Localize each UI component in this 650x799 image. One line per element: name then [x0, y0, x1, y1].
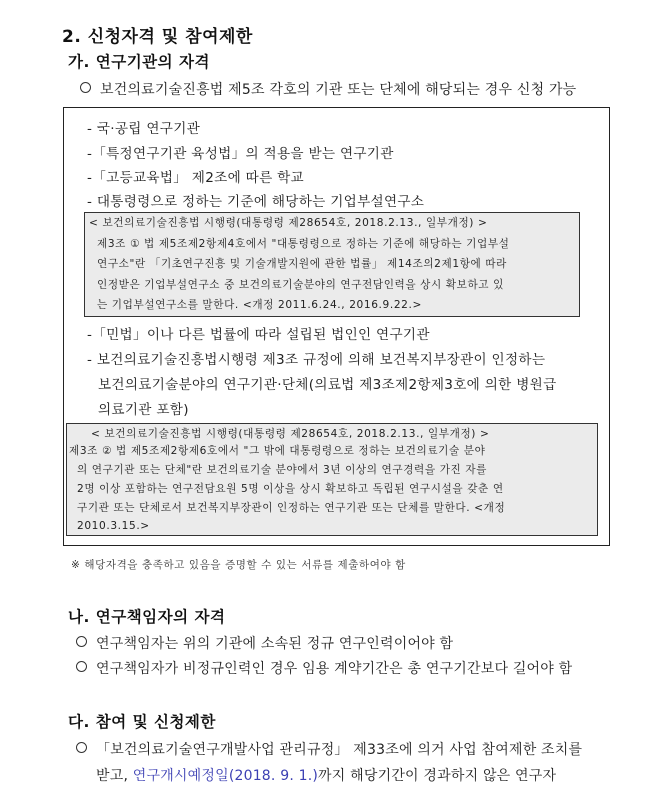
- bullet-text: 받고,: [96, 768, 133, 784]
- decree-header: < 보건의료기술진흥법 시행령(대통령령 제28654호, 2018.2.13., 일부개정) >: [91, 428, 490, 440]
- list-item-continuation: 보건의료기술분야의 연구기관·단체(의료법 제3조제2항제3호에 의한 병원급: [98, 377, 557, 393]
- highlighted-start-date: 연구개시예정일(2018. 9. 1.): [132, 768, 319, 784]
- list-item: -「민법」이나 다른 법률에 따라 설립된 법인인 연구기관: [87, 327, 430, 343]
- section-title: 2. 신청자격 및 참여제한: [62, 27, 253, 47]
- circle-bullet-icon: [80, 82, 91, 93]
- circle-bullet-icon: [76, 742, 87, 753]
- subsection-c-bullet: [76, 739, 582, 759]
- documents-note: ※ 해당자격을 충족하고 있음을 증명할 수 있는 서류를 제출하여야 함: [71, 559, 406, 571]
- bullet-text: 연구책임자는 위의 기관에 소속된 정규 연구인력이어야 함: [96, 636, 454, 652]
- decree-line: 2010.3.15.>: [77, 520, 150, 532]
- decree-line: 구기관 또는 단체로서 보건복지부장관이 인정하는 연구기관 또는 단체를 말한다. <개정: [77, 502, 506, 514]
- circle-bullet-icon: [76, 636, 87, 647]
- subsection-b-bullet: [76, 658, 572, 678]
- decree-line: 의 연구기관 또는 단체"란 보건의료기술 분야에서 3년 이상의 연구경력을 가진 자를: [77, 464, 487, 476]
- subsection-a-title: 가. 연구기관의 자격: [68, 53, 210, 71]
- subsection-a-bullet: [80, 79, 576, 99]
- list-item: - 대통령령으로 정하는 기준에 해당하는 기업부설연구소: [87, 194, 425, 210]
- decree-line: 연구소"란 「기초연구진흥 및 기술개발지원에 관한 법률」 제14조의2제1항에 따라: [97, 258, 507, 270]
- decree-line: 인정받은 기업부설연구소 중 보건의료기술분야의 연구전담인력을 상시 확보하고 있: [97, 278, 504, 291]
- bullet-text: 까지 해당기간이 경과하지 않은 연구자: [318, 768, 557, 784]
- list-item: - 국·공립 연구기관: [87, 121, 201, 137]
- enforcement-decree-box-1: [84, 212, 580, 317]
- bullet-text: 연구책임자가 비정규인력인 경우 임용 계약기간은 총 연구기간보다 길어야 함: [96, 661, 573, 677]
- bullet-text: 보건의료기술진흥법 제5조 각호의 기관 또는 단체에 해당되는 경우 신청 가능: [100, 82, 577, 98]
- bullet-text: 「보건의료기술연구개발사업 관리규정」 제33조에 의거 사업 참여제한 조치를: [96, 742, 583, 758]
- circle-bullet-icon: [76, 661, 87, 672]
- enforcement-decree-box-2: [66, 423, 598, 536]
- subsection-c-bullet-continuation: [96, 765, 556, 785]
- decree-line: 제3조 ② 법 제5조제2항제6호에서 "그 밖에 대통령령으로 정하는 보건의료기술 분야: [69, 445, 486, 457]
- subsection-b-bullet: [76, 633, 453, 653]
- subsection-b-title: 나. 연구책임자의 자격: [68, 608, 226, 626]
- list-item: - 보건의료기술진흥법시행령 제3조 규정에 의해 보건복지부장관이 인정하는: [87, 352, 546, 368]
- decree-header: < 보건의료기술진흥법 시행령(대통령령 제28654호, 2018.2.13., 일부개정) >: [89, 217, 488, 229]
- list-item: -「고등교육법」 제2조에 따른 학교: [87, 170, 304, 186]
- decree-line: 제3조 ① 법 제5조제2항제4호에서 "대통령령으로 정하는 기준에 해당하는 기업부설: [97, 237, 510, 250]
- decree-line: 2명 이상 포함하는 연구전담요원 5명 이상을 상시 확보하고 독립된 연구시설을 갖춘 연: [77, 483, 504, 495]
- list-item-continuation: 의료기관 포함): [98, 402, 189, 418]
- subsection-c-title: 다. 참여 및 신청제한: [68, 713, 216, 731]
- decree-line: 는 기업부설연구소를 말한다. <개정 2011.6.24., 2016.9.22.>: [97, 299, 422, 311]
- list-item: -「특정연구기관 육성법」의 적용을 받는 연구기관: [87, 146, 394, 162]
